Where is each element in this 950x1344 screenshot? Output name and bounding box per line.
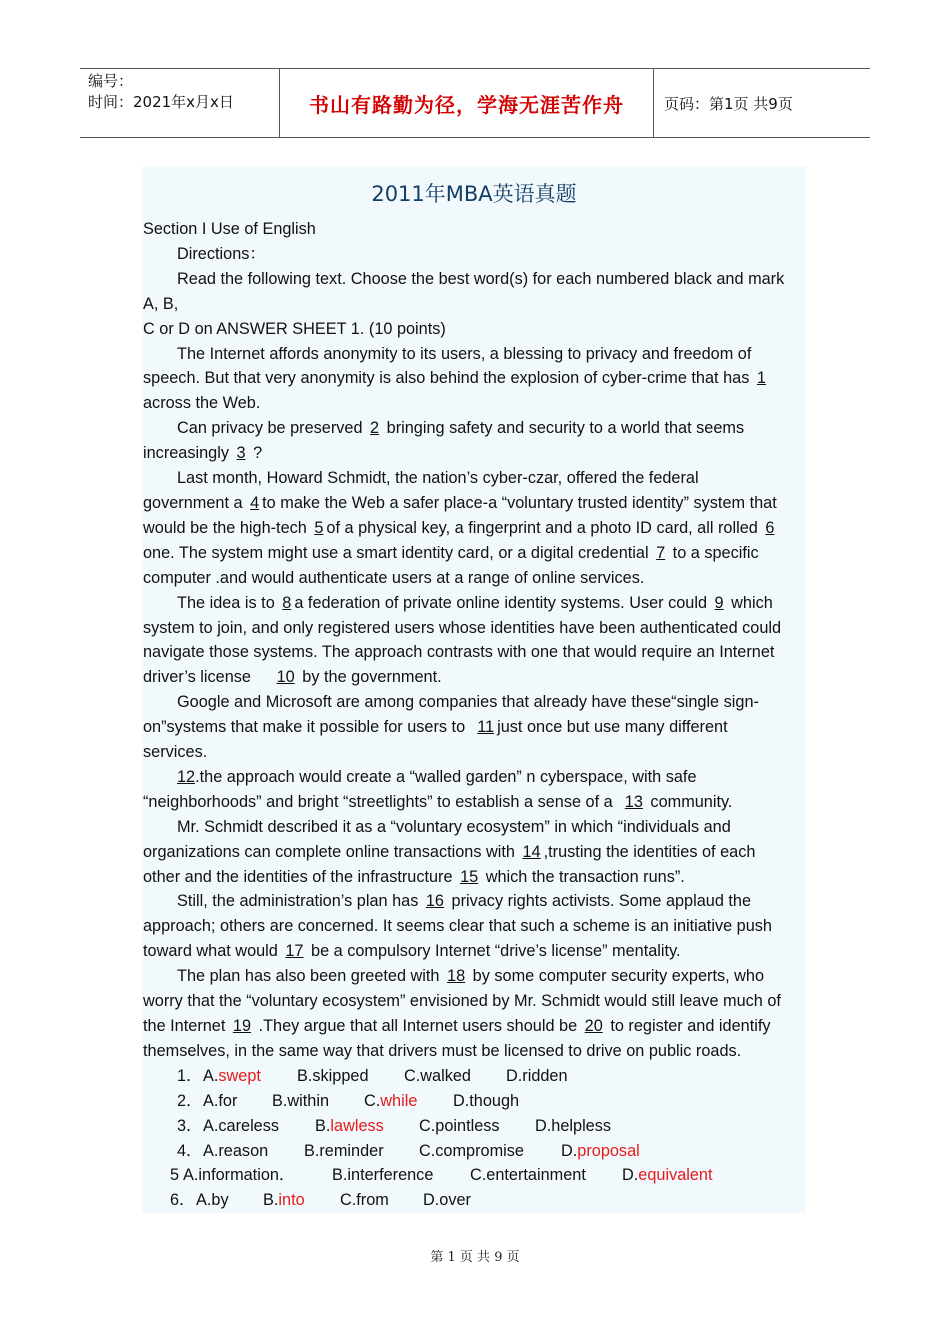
blank-18: 18 <box>447 967 466 986</box>
page-header <box>80 68 870 138</box>
answer-option: proposal <box>577 1141 640 1160</box>
text-line: Can privacy be preserved 2 bringing safety and security to a world that seems <box>177 419 745 438</box>
blank-8: 8 <box>282 593 292 612</box>
text-line: approach; others are concerned. It seems clear that such a scheme is an initiative push <box>143 917 772 936</box>
page-footer: 第 1 页 共 9 页 <box>430 1250 520 1265</box>
code-label: 编号： <box>88 72 134 90</box>
text-line: The idea is to 8 a federation of private online identity systems. User could 9 which <box>177 593 773 612</box>
blank-12: 12 <box>177 767 196 786</box>
option-row: 6． A.by B.into C.from D.over <box>143 1188 805 1213</box>
option-row: 4． A.reason B.reminder C.compromise D.proposal <box>143 1139 805 1164</box>
blank-19: 19 <box>232 1017 252 1035</box>
text-line: “neighborhoods” and bright “streetlights” to establish a sense of a 13 community. <box>143 792 733 811</box>
blank-7: 7 <box>656 543 666 562</box>
text-line: computer .and would authenticate users at a range of online services. <box>143 568 645 587</box>
text-line: Mr. Schmidt described it as a “voluntary ecosystem” in which “individuals and <box>177 817 731 836</box>
text-line: The Internet affords anonymity to its users, a blessing to privacy and freedom of <box>177 344 752 363</box>
text-line: organizations can complete online transactions with 14 ,trusting the identities of each <box>143 842 756 861</box>
text-line: one. The system might use a smart identity card, or a digital credential 7 to a specific <box>143 543 759 562</box>
time-label: 时间：2021年x月x日 <box>88 93 234 111</box>
text-line: increasingly 3 ? <box>143 444 263 463</box>
blank-2: 2 <box>370 419 380 438</box>
blank-3: 3 <box>236 444 246 463</box>
text-line: speech. But that very anonymity is also behind the explosion of cyber-crime that has 1 <box>143 366 805 391</box>
blank-16: 16 <box>425 892 444 911</box>
header-page-info: 页码：第1页 共9页 <box>664 94 793 113</box>
text-line: government a 4 to make the Web a safer place-a “voluntary trusted identity” system that <box>143 493 777 512</box>
option-row: 1． A.swept B.skipped C.walked D.ridden <box>143 1064 805 1089</box>
directions-line: C or D on ANSWER SHEET 1. (10 points) <box>143 319 446 338</box>
answer-option: equivalent <box>638 1166 713 1185</box>
text-line: The plan has also been greeted with 18 by some computer security experts, who <box>177 967 765 986</box>
text-line: themselves, in the same way that drivers must be licensed to drive on public roads. <box>143 1041 742 1060</box>
text-line: services. <box>143 743 208 762</box>
blank-10: 10 <box>276 668 295 687</box>
option-row: 3． A.careless B.lawless C.pointless D.helpless <box>143 1114 805 1139</box>
blank-13: 13 <box>624 792 643 811</box>
text-line: Last month, Howard Schmidt, the nation’s cyber-czar, offered the federal <box>177 469 699 488</box>
text-line: worry that the “voluntary ecosystem” envisioned by Mr. Schmidt would still leave much of <box>143 992 781 1011</box>
directions-line: Read the following text. Choose the best word(s) for each numbered black and mark <box>177 269 785 288</box>
text-line: other and the identities of the infrastructure 15 which the transaction runs”. <box>143 867 685 886</box>
answer-option: swept <box>218 1066 261 1085</box>
blank-9: 9 <box>714 593 724 612</box>
blank-14: 14 <box>522 842 541 861</box>
blank-15: 15 <box>460 867 479 886</box>
text-line: Google and Microsoft are among companies that already have these“single sign- <box>177 693 759 712</box>
text-line: the Internet 19 .They argue that all Internet users should be 20 to register and identify <box>143 1017 771 1035</box>
text-line: navigate those systems. The approach contrasts with one that would require an Internet <box>143 643 775 662</box>
text-line: would be the high-tech 5 of a physical key, a fingerprint and a photo ID card, all rolled 6 <box>143 516 805 541</box>
text-line: system to join, and only registered users whose identities have been authenticated could <box>143 618 782 637</box>
section-heading: Section I Use of English <box>143 220 316 238</box>
blank-5: 5 <box>314 518 324 537</box>
text-line: across the Web. <box>143 394 261 413</box>
blank-1: 1 <box>756 369 766 388</box>
blank-4: 4 <box>250 493 260 512</box>
header-meta <box>80 69 280 137</box>
text-line: driver’s license 10 by the government. <box>143 668 442 687</box>
blank-6: 6 <box>765 518 775 537</box>
doc-body <box>143 217 805 1213</box>
header-motto: 书山有路勤为径，学海无涯苦作舟 <box>280 69 654 137</box>
text-line: on”systems that make it possible for users to 11 just once but use many different <box>143 718 728 737</box>
answer-option: into <box>278 1191 305 1210</box>
blank-20: 20 <box>584 1017 603 1035</box>
option-row: 5 A.information． B.interference C.entertainment D.equivalent <box>143 1163 805 1188</box>
blank-17: 17 <box>285 942 304 961</box>
doc-title: 2011年MBA英语真题 <box>371 182 577 206</box>
blank-11: 11 <box>477 718 495 737</box>
answer-option: while <box>380 1091 418 1110</box>
text-line: toward what would 17 be a compulsory Internet “drive’s license” mentality. <box>143 942 681 961</box>
text-line: 12.the approach would create a “walled garden” n cyberspace, with safe <box>177 767 697 786</box>
directions-line: A, B, <box>143 294 179 313</box>
option-row: 2． A.for B.within C.while D.though <box>143 1089 805 1114</box>
text-line: Still, the administration’s plan has 16 privacy rights activists. Some applaud the <box>177 892 752 911</box>
answer-option: lawless <box>330 1116 384 1135</box>
directions-label: Directions： <box>177 244 266 263</box>
